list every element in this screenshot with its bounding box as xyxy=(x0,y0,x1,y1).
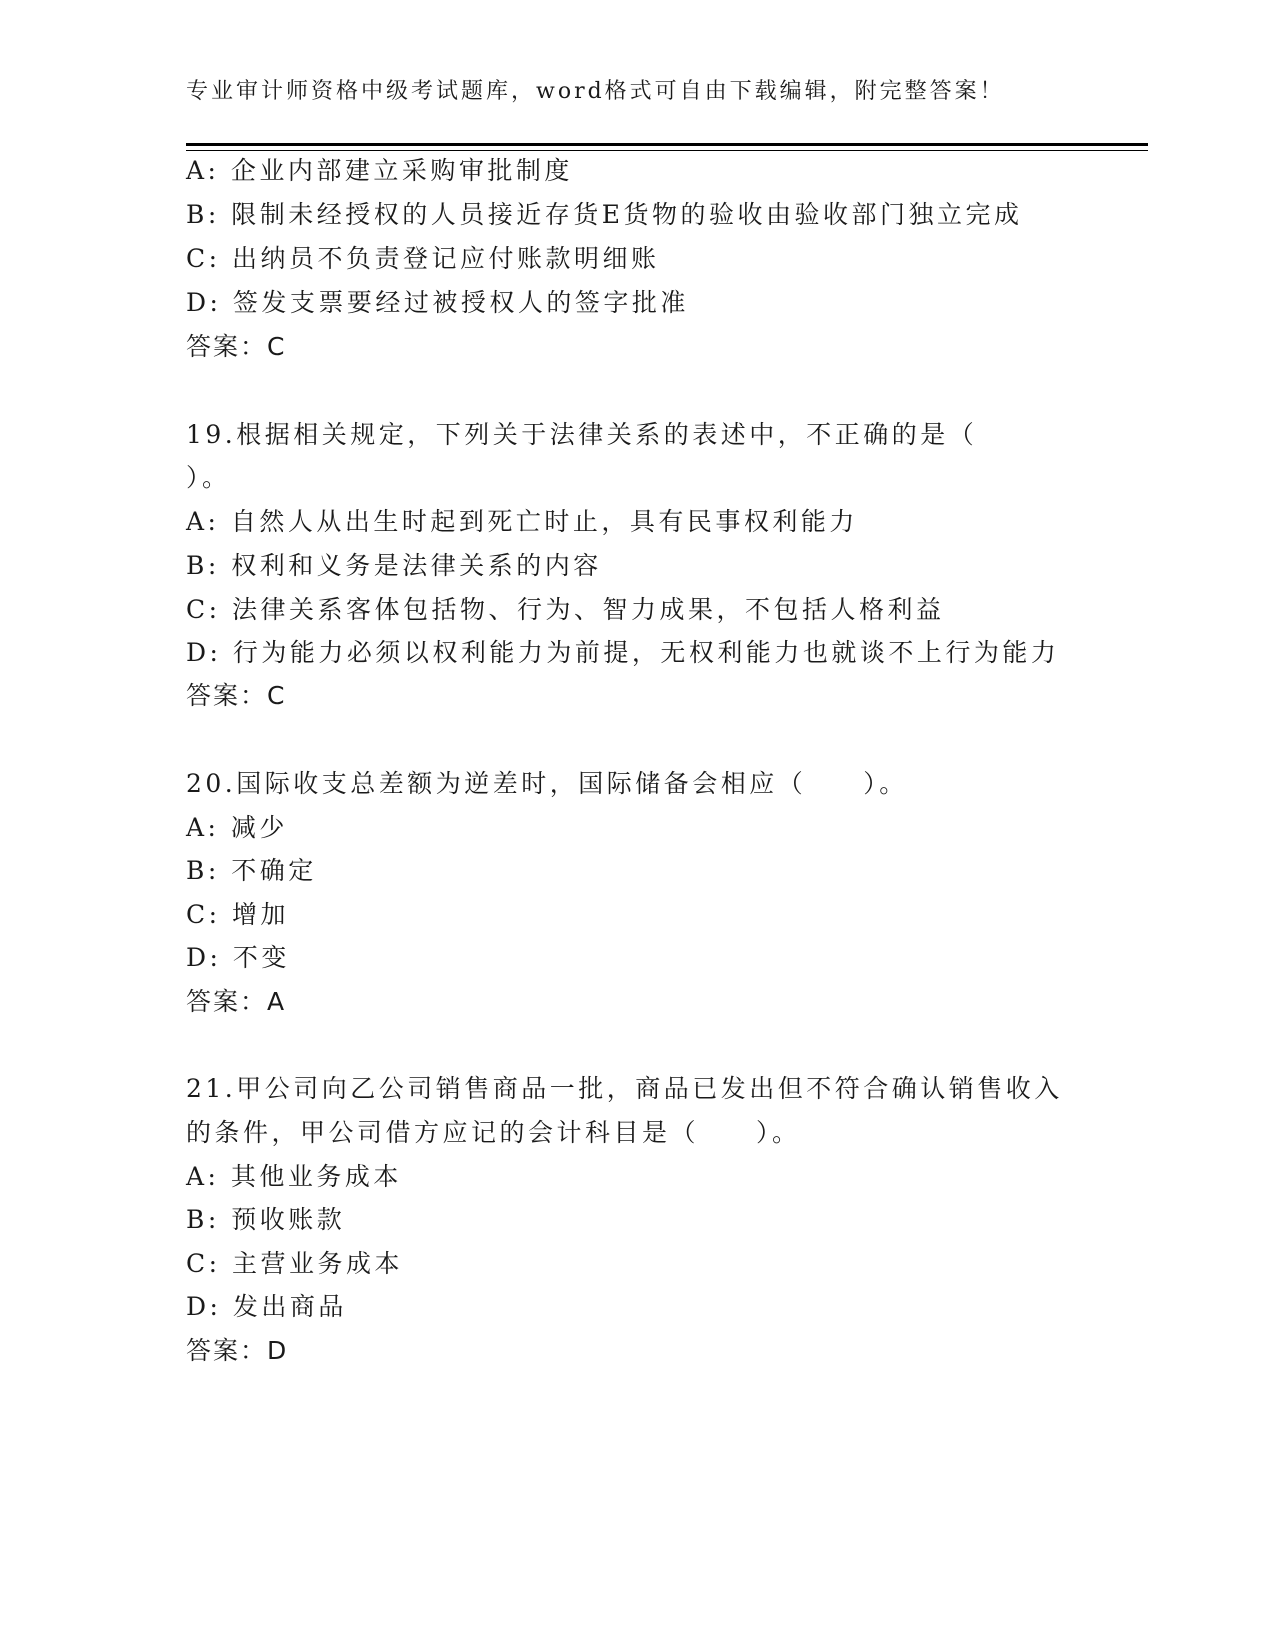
q19-stem-line2: ）。 xyxy=(186,463,231,492)
q18-option-a: A: 企业内部建立采购审批制度 xyxy=(186,156,573,185)
q21-option-c: C: 主营业务成本 xyxy=(186,1249,403,1278)
q21-option-d: D: 发出商品 xyxy=(186,1292,347,1321)
q21-stem-line1: 21.甲公司向乙公司销售商品一批，商品已发出但不符合确认销售收入 xyxy=(186,1074,1063,1103)
q19-option-b: B: 权利和义务是法律关系的内容 xyxy=(186,551,602,580)
q20-option-d: D: 不变 xyxy=(186,943,290,972)
q20-stem: 20.国际收支总差额为逆差时，国际储备会相应（ ）。 xyxy=(186,769,908,798)
q18-option-b: B: 限制未经授权的人员接近存货E货物的验收由验收部门独立完成 xyxy=(186,200,1023,229)
q19-option-c: C: 法律关系客体包括物、行为、智力成果，不包括人格利益 xyxy=(186,595,945,624)
q19-option-d: D: 行为能力必须以权利能力为前提，无权利能力也就谈不上行为能力 xyxy=(186,638,1060,667)
q21-option-b: B: 预收账款 xyxy=(186,1205,346,1234)
q19-option-a: A: 自然人从出生时起到死亡时止，具有民事权利能力 xyxy=(186,507,858,536)
q21-option-a: A: 其他业务成本 xyxy=(186,1162,402,1191)
header-rule-thick xyxy=(186,143,1148,146)
q20-answer: 答案：A xyxy=(186,987,287,1016)
q21-answer: 答案：D xyxy=(186,1336,289,1365)
q19-stem-line1: 19.根据相关规定，下列关于法律关系的表述中，不正确的是（ xyxy=(186,420,978,449)
q18-option-c: C: 出纳员不负责登记应付账款明细账 xyxy=(186,244,660,273)
q19-answer: 答案：C xyxy=(186,681,287,710)
q21-stem-line2: 的条件，甲公司借方应记的会计科目是（ ）。 xyxy=(186,1118,801,1147)
q20-option-b: B: 不确定 xyxy=(186,856,317,885)
q20-option-c: C: 增加 xyxy=(186,900,289,929)
page-header: 专业审计师资格中级考试题库，word格式可自由下载编辑，附完整答案！ xyxy=(186,79,1005,104)
q18-answer: 答案：C xyxy=(186,332,287,361)
q20-option-a: A: 减少 xyxy=(186,813,288,842)
q18-option-d: D: 签发支票要经过被授权人的签字批准 xyxy=(186,288,689,317)
